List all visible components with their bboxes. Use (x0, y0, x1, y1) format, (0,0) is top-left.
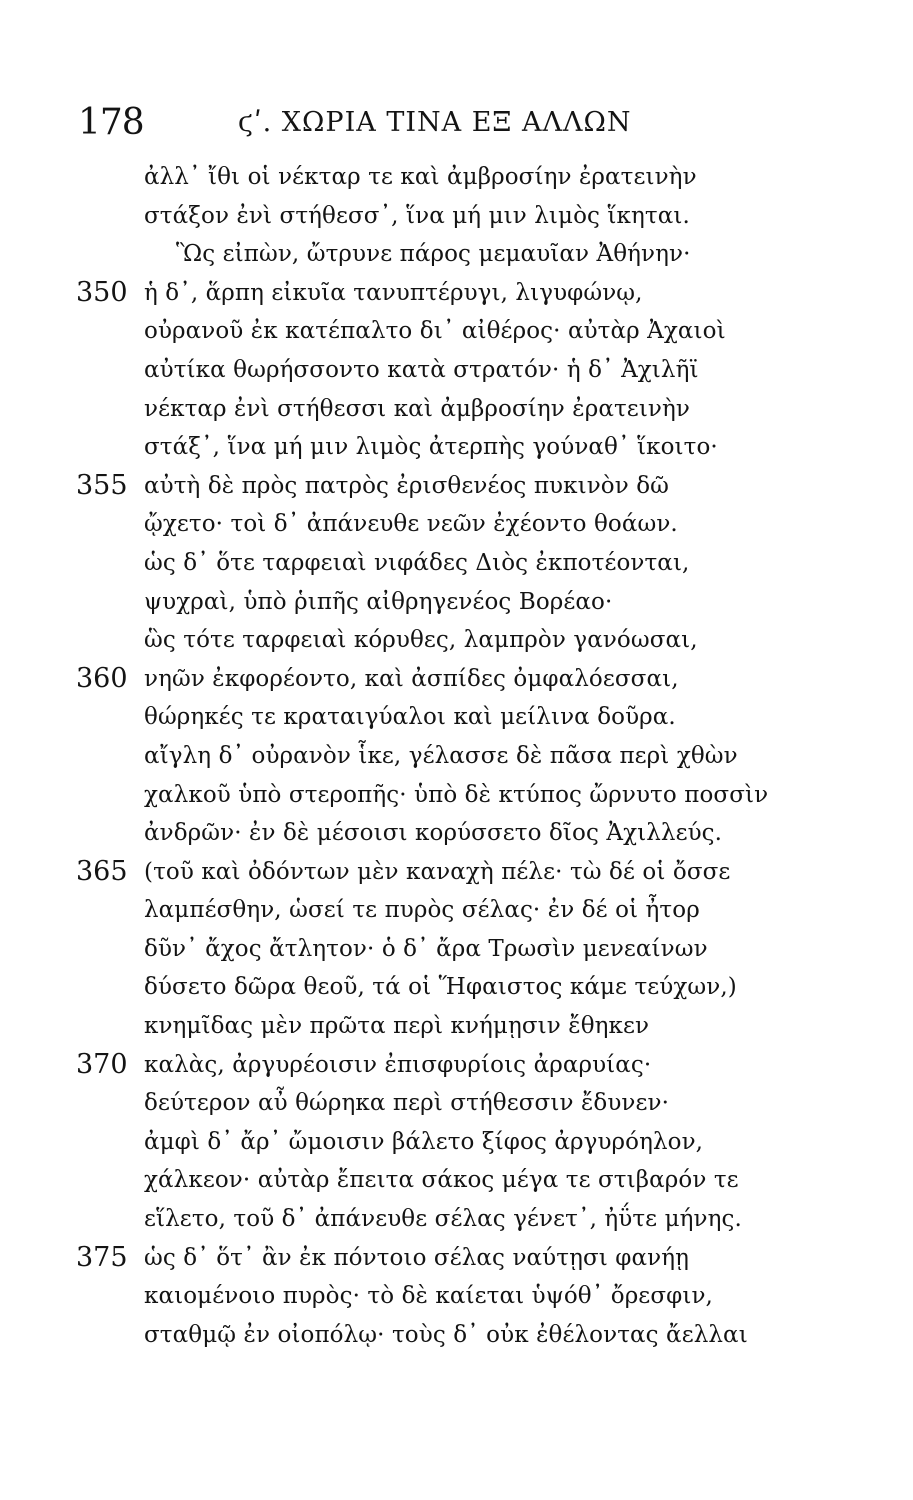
verse-text: οὐρανοῦ ἐκ κατέπαλτο δι᾽ αἰθέρος· αὐτὰρ Ἀχαιοὶ (144, 318, 726, 345)
verse-text: ἀμφὶ δ᾽ ἄρ᾽ ὤμοισιν βάλετο ξίφος ἀργυρόηλον, (144, 1128, 704, 1155)
verse-text: στάξ᾽, ἵνα μή μιν λιμὸς ἀτερπὴς γούναθ᾽ ἵκοιτο· (144, 434, 718, 461)
verse-text: αὐτὴ δὲ πρὸς πατρὸς ἐρισθενέος πυκινὸν δῶ (144, 472, 670, 499)
line-number: 370 (76, 1048, 128, 1080)
verse-text: δύσετο δῶρα θεοῦ, τά οἱ Ἥφαιστος κάμε τεύχων,) (144, 974, 737, 1001)
verse-line (76, 891, 876, 930)
verse-text: καλὰς, ἀργυρέοισιν ἐπισφυρίοις ἀραρυίας· (144, 1051, 652, 1078)
verse-line (76, 1316, 876, 1355)
verse-line (76, 158, 876, 197)
verse-line (76, 197, 876, 236)
verse-line (76, 968, 876, 1007)
verse-text: ὡς δ᾽ ὅτε ταρφειαὶ νιφάδες Διὸς ἐκποτέονται, (144, 549, 690, 576)
verse-text: εἵλετο, τοῦ δ᾽ ἀπάνευθε σέλας γένετ᾽, ἠΰτε μήνης. (144, 1206, 742, 1233)
verse-line (76, 1084, 876, 1123)
verse-line (76, 274, 876, 313)
verse-text: δεύτερον αὖ θώρηκα περὶ στήθεσσιν ἔδυνεν· (144, 1090, 670, 1117)
verse-line (76, 776, 876, 815)
verse-line (76, 930, 876, 969)
verse-line (76, 1239, 876, 1278)
verse-text: λαμπέσθην, ὡσεί τε πυρὸς σέλας· ἐν δέ οἱ ἦτορ (144, 897, 700, 924)
verse-text: σταθμῷ ἐν οἰοπόλῳ· τοὺς δ᾽ οὐκ ἐθέλοντας ἄελλαι (144, 1321, 748, 1348)
verse-line (76, 390, 876, 429)
verse-line (76, 1046, 876, 1085)
verse-line (76, 660, 876, 699)
line-number: 350 (76, 276, 128, 308)
line-number: 365 (76, 855, 128, 887)
verse-line (76, 698, 876, 737)
verse-text: Ὣς εἰπὼν, ὤτρυνε πάρος μεμαυῖαν Ἀθήνην· (176, 241, 691, 268)
verse-text: νέκταρ ἐνὶ στήθεσσι καὶ ἀμβροσίην ἐρατεινὴν (144, 395, 690, 422)
verse-line (76, 737, 876, 776)
verse-text: θώρηκές τε κραταιγύαλοι καὶ μείλινα δοῦρα. (144, 704, 676, 731)
verse-text: καιομένοιο πυρὸς· τὸ δὲ καίεται ὑψόθ᾽ ὄρεσφιν, (144, 1283, 713, 1310)
verse-text: αἴγλη δ᾽ οὐρανὸν ἷκε, γέλασσε δὲ πᾶσα περὶ χθὼν (144, 742, 738, 769)
verse-line (76, 544, 876, 583)
verse-text: ὣς τότε ταρφειαὶ κόρυθες, λαμπρὸν γανόωσαι, (144, 627, 698, 654)
verse-block (76, 158, 876, 1354)
verse-line (76, 351, 876, 390)
running-title: ϛʹ. ΧΩΡΙΑ ΤΙΝΑ ΕΞ ΑΛΛΩΝ (238, 107, 632, 138)
verse-line (76, 1161, 876, 1200)
verse-text: νηῶν ἐκφορέοντο, καὶ ἀσπίδες ὀμφαλόεσσαι, (144, 665, 679, 692)
verse-line (76, 621, 876, 660)
verse-line (76, 583, 876, 622)
verse-line (76, 1200, 876, 1239)
verse-line (76, 1123, 876, 1162)
line-number: 360 (76, 662, 128, 694)
page-number: 178 (78, 102, 144, 143)
verse-line (76, 853, 876, 892)
verse-text: ἀνδρῶν· ἐν δὲ μέσοισι κορύσσετο δῖος Ἀχιλλεύς. (144, 820, 723, 847)
verse-text: χαλκοῦ ὑπὸ στεροπῆς· ὑπὸ δὲ κτύπος ὤρνυτο ποσσὶν (144, 781, 769, 808)
verse-text: (τοῦ καὶ ὀδόντων μὲν καναχὴ πέλε· τὼ δέ οἱ ὄσσε (144, 858, 731, 885)
verse-text: κνημῖδας μὲν πρῶτα περὶ κνήμῃσιν ἔθηκεν (144, 1013, 650, 1040)
verse-text: ψυχραὶ, ὑπὸ ῥιπῆς αἰθρηγενέος Βορέαο· (144, 588, 613, 615)
verse-line (76, 428, 876, 467)
verse-text: χάλκεον· αὐτὰρ ἔπειτα σάκος μέγα τε στιβαρόν τε (144, 1167, 739, 1194)
verse-text: ἡ δ᾽, ἅρπη εἰκυῖα τανυπτέρυγι, λιγυφώνῳ, (144, 279, 643, 306)
verse-line (76, 1277, 876, 1316)
verse-text: ᾤχετο· τοὶ δ᾽ ἀπάνευθε νεῶν ἐχέοντο θοάων. (144, 511, 678, 538)
verse-text: στάξον ἐνὶ στήθεσσ᾽, ἵνα μή μιν λιμὸς ἵκηται. (144, 202, 690, 229)
line-number: 375 (76, 1241, 128, 1273)
verse-line (76, 814, 876, 853)
verse-line (76, 1007, 876, 1046)
verse-line (76, 235, 876, 274)
verse-text: ὡς δ᾽ ὅτ᾽ ἂν ἐκ πόντοιο σέλας ναύτῃσι φανήῃ (144, 1244, 689, 1271)
verse-text: αὐτίκα θωρήσσοντο κατὰ στρατόν· ἡ δ᾽ Ἀχιλῆϊ (144, 356, 699, 383)
page-header (78, 98, 838, 148)
verse-line (76, 312, 876, 351)
verse-line (76, 467, 876, 506)
verse-text: ἀλλ᾽ ἴθι οἱ νέκταρ τε καὶ ἀμβροσίην ἐρατεινὴν (144, 164, 697, 190)
line-number: 355 (76, 469, 128, 501)
verse-text: δῦν᾽ ἄχος ἄτλητον· ὁ δ᾽ ἄρα Τρωσὶν μενεαίνων (144, 935, 708, 962)
verse-line (76, 505, 876, 544)
